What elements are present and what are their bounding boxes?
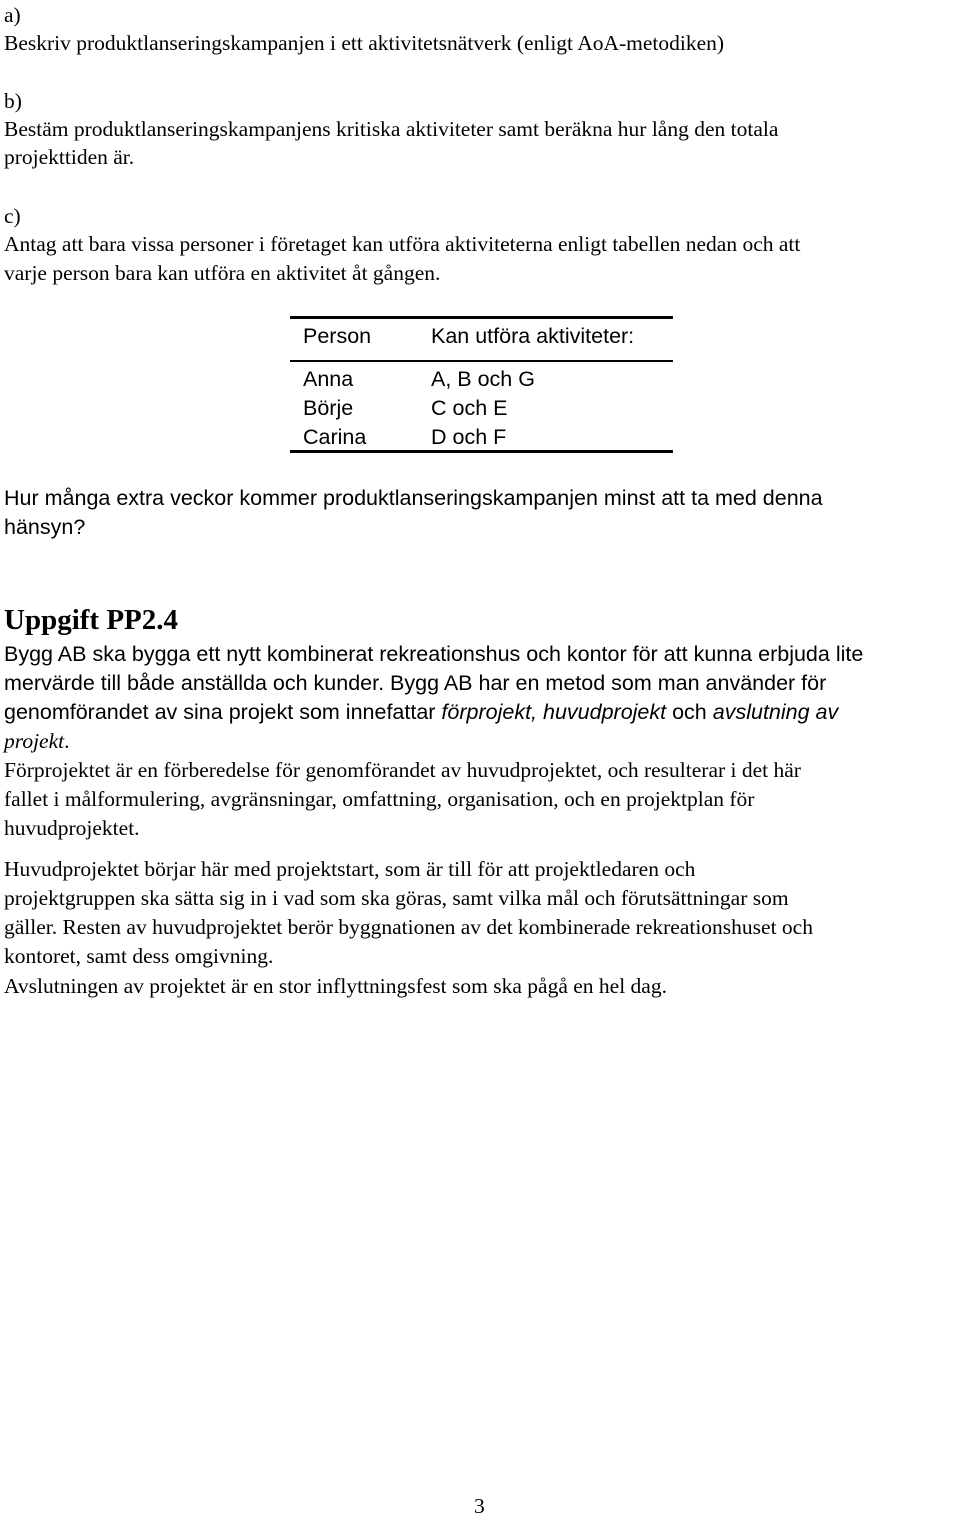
task-p1-emphasis: avslutning av: [712, 700, 839, 724]
question-line-2: hänsyn?: [4, 515, 86, 539]
task-p1-line-3: [4, 700, 838, 724]
task-p1-emphasis: projekt: [4, 729, 65, 753]
task-p3-line-3: gäller. Resten av huvudprojektet berör byggnationen av det kombinerade rekreationshuset och: [4, 915, 813, 939]
section-c-line-2: varje person bara kan utföra en aktivitet åt gången.: [4, 261, 441, 285]
task-p2-line-2: fallet i målformulering, avgränsningar, omfattning, organisation, och en projektplan för: [4, 787, 755, 811]
table-cell-person: Carina: [303, 425, 367, 449]
task-p1-line-4: [4, 729, 69, 753]
task-heading: Uppgift PP2.4: [4, 604, 178, 636]
table-cell-person: Börje: [303, 396, 354, 420]
table-header-rule: [290, 360, 673, 362]
section-b-line-1: Bestäm produktlanseringskampanjens kritiska aktiviteter samt beräkna hur lång den totala: [4, 117, 779, 141]
table-header-activities: Kan utföra aktiviteter:: [431, 324, 635, 348]
section-b-line-2: projekttiden är.: [4, 145, 135, 169]
section-a-text: Beskriv produktlanseringskampanjen i ett aktivitetsnätverk (enligt AoA-metodiken): [4, 31, 725, 55]
table-cell-activities: A, B och G: [431, 367, 535, 391]
task-p1-segment: .: [64, 729, 70, 753]
task-p3-line-2: projektgruppen ska sätta sig in i vad som ska göras, samt vilka mål och förutsättningar som: [4, 886, 789, 910]
question-line-1: Hur många extra veckor kommer produktlanseringskampanjen minst att ta med denna: [4, 486, 823, 510]
task-p1-emphasis: förprojekt: [441, 700, 532, 724]
task-p1-line-1: Bygg AB ska bygga ett nytt kombinerat rekreationshus och kontor för att kunna erbjuda lite: [4, 642, 864, 666]
section-c-label: c): [4, 204, 21, 228]
section-b-label: b): [4, 89, 22, 113]
section-a-label: a): [4, 3, 21, 27]
page-number: 3: [474, 1494, 485, 1518]
task-p1-segment: genomförandet av sina projekt som innefattar: [4, 700, 442, 724]
table-bottom-rule: [290, 450, 673, 453]
table-cell-activities: D och F: [431, 425, 507, 449]
task-p1-segment: Bygg AB har en metod som man använder för: [390, 671, 827, 695]
task-p3-line-1: Huvudprojektet börjar här med projektstart, som är till för att projektledaren och: [4, 857, 696, 881]
task-p3-line-4: kontoret, samt dess omgivning.: [4, 944, 274, 968]
task-p1-segment: ,: [531, 700, 543, 724]
table-header-person: Person: [303, 324, 372, 348]
task-p2-line-1: Förprojektet är en förberedelse för genomförandet av huvudprojektet, och resulterar i det här: [4, 758, 801, 782]
task-p1-segment: och: [666, 700, 713, 724]
table-cell-activities: C och E: [431, 396, 508, 420]
section-c-line-1: Antag att bara vissa personer i företaget kan utföra aktiviteterna enligt tabellen nedan och att: [4, 232, 801, 256]
table-cell-person: Anna: [303, 367, 354, 391]
table-top-rule: [290, 316, 673, 319]
task-p2-line-3: huvudprojektet.: [4, 816, 140, 840]
task-p1-line-2: [4, 671, 826, 695]
task-p1-segment: mervärde till både anställda och kunder.: [4, 671, 385, 695]
task-p1-emphasis: huvudprojekt: [543, 700, 667, 724]
task-p4: Avslutningen av projektet är en stor inflyttningsfest som ska pågå en hel dag.: [4, 974, 667, 998]
